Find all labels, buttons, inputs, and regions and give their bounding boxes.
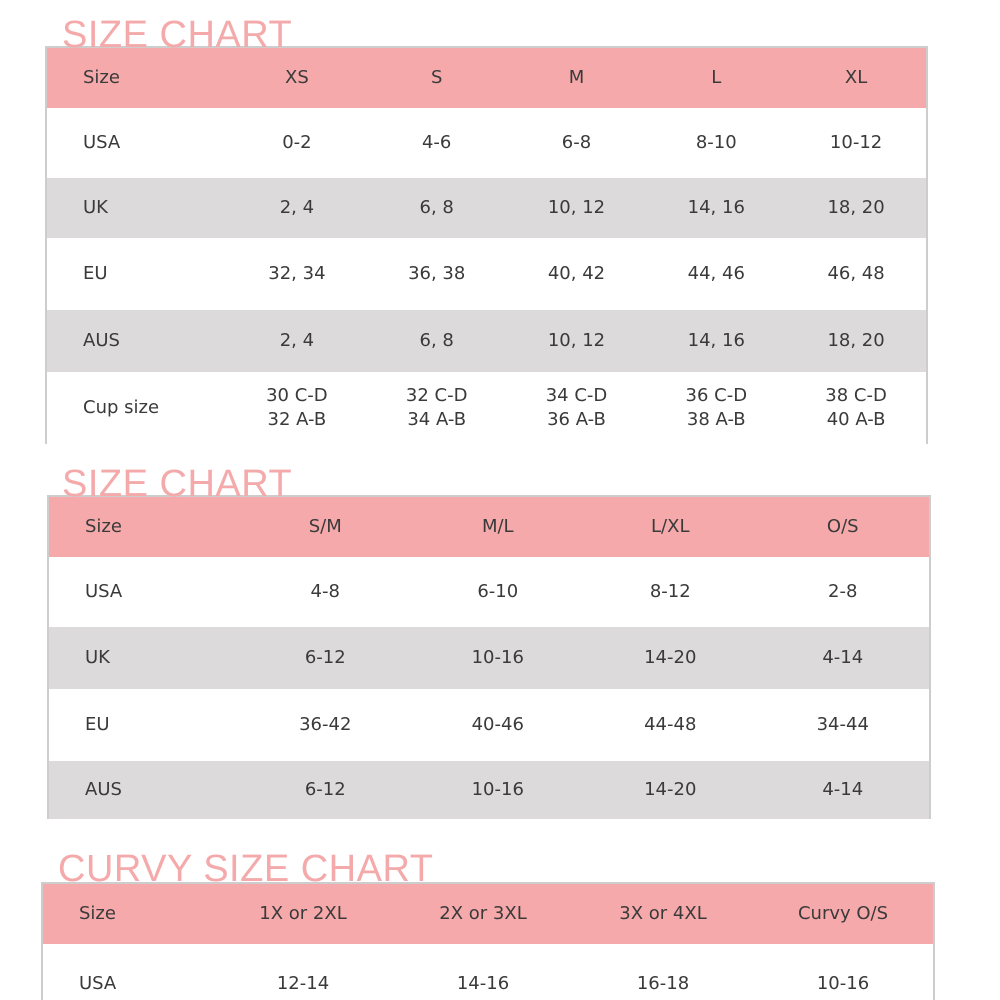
size-chart-title: SIZE CHART [62, 14, 293, 56]
value-cell: 10, 12 [547, 197, 606, 218]
size-chart-table [47, 495, 931, 819]
value-line: 40 A-B [826, 409, 886, 430]
value-cell: 18, 20 [827, 197, 885, 218]
value-cell: 14-20 [644, 779, 697, 800]
header-size-cell: XS [285, 67, 309, 88]
row-label-cell: AUS [85, 779, 122, 800]
header-label-cell: Size [79, 903, 116, 924]
row-label-cell: Cup size [83, 397, 160, 418]
table-row [49, 627, 929, 689]
table-row [47, 238, 926, 310]
value-cell: 4-6 [421, 132, 452, 153]
size-chart-table [45, 46, 928, 444]
row-label-cell: EU [83, 263, 108, 284]
value-cell: 14, 16 [687, 197, 745, 218]
value-line: 30 C-D [266, 385, 328, 406]
header-size-cell: L/XL [651, 516, 690, 537]
value-cell: 2-8 [828, 581, 858, 602]
value-cell: 16-18 [636, 973, 690, 994]
value-cell: 6, 8 [419, 197, 454, 218]
table-row [47, 372, 926, 444]
value-cell: 8-12 [649, 581, 691, 602]
value-cell: 18, 20 [827, 330, 885, 351]
value-cell: 14-20 [644, 647, 697, 668]
value-cell: 40-46 [471, 714, 524, 735]
row-label-cell: USA [83, 132, 121, 153]
header-size-cell: L [711, 67, 722, 88]
value-cell: 8-10 [695, 132, 737, 153]
value-cell: 6-12 [304, 779, 346, 800]
value-cell [646, 384, 786, 432]
value-cell: 4-14 [822, 647, 864, 668]
value-cell: 6, 8 [419, 330, 454, 351]
value-line: 38 A-B [686, 409, 746, 430]
value-line: 34 C-D [545, 385, 608, 406]
value-cell: 12-14 [276, 973, 330, 994]
value-line: 36 A-B [547, 409, 606, 430]
value-cell: 34-44 [816, 714, 869, 735]
value-line: 34 A-B [407, 409, 467, 430]
curvy-size-chart-table [41, 882, 935, 1000]
value-cell: 46, 48 [827, 263, 885, 284]
header-size-cell: 3X or 4XL [619, 903, 707, 924]
size-chart-title: SIZE CHART [62, 463, 293, 505]
header-size-cell: S/M [308, 516, 342, 537]
value-line: 32 C-D [405, 385, 468, 406]
row-label-cell: USA [79, 973, 117, 994]
row-label-cell: USA [85, 581, 123, 602]
header-label-cell: Size [83, 67, 120, 88]
value-cell: 32, 34 [268, 263, 326, 284]
value-cell: 4-8 [310, 581, 340, 602]
value-cell [227, 384, 367, 432]
table-header-row [43, 884, 933, 944]
value-cell: 0-2 [282, 132, 312, 153]
header-size-cell: XL [844, 67, 868, 88]
value-cell: 6-12 [304, 647, 346, 668]
value-cell: 14-16 [456, 973, 510, 994]
value-cell: 2, 4 [279, 197, 315, 218]
value-cell: 4-14 [822, 779, 864, 800]
value-line: 36 C-D [685, 385, 748, 406]
table-row [47, 310, 926, 372]
table-row [43, 944, 933, 1000]
header-size-cell: S [430, 67, 443, 88]
value-line: 38 C-D [825, 385, 887, 406]
table-header-row [49, 497, 929, 557]
value-cell: 36-42 [299, 714, 352, 735]
table-row [49, 557, 929, 627]
value-cell [367, 384, 507, 432]
value-cell: 44-48 [644, 714, 697, 735]
value-cell: 10-12 [829, 132, 883, 153]
table-header-row [47, 48, 926, 108]
row-label-cell: UK [83, 197, 108, 218]
header-size-cell: 1X or 2XL [259, 903, 347, 924]
value-cell: 10, 12 [547, 330, 606, 351]
row-label-cell: UK [85, 647, 110, 668]
value-cell: 10-16 [816, 973, 870, 994]
table-row [47, 108, 926, 178]
value-cell: 14, 16 [687, 330, 745, 351]
value-cell: 2, 4 [279, 330, 315, 351]
header-size-cell: 2X or 3XL [439, 903, 527, 924]
value-cell: 44, 46 [687, 263, 745, 284]
header-size-cell: M/L [481, 516, 514, 537]
table-row [49, 689, 929, 761]
header-size-cell: O/S [826, 516, 859, 537]
row-label-cell: AUS [83, 330, 120, 351]
value-cell: 6-8 [561, 132, 592, 153]
value-cell: 10-16 [471, 779, 524, 800]
value-line: 32 A-B [267, 409, 327, 430]
value-cell: 36, 38 [408, 263, 466, 284]
value-cell: 10-16 [471, 647, 524, 668]
value-cell: 6-10 [477, 581, 519, 602]
row-label-cell: EU [85, 714, 110, 735]
value-cell [786, 384, 926, 432]
header-size-cell: M [568, 67, 585, 88]
table-row [49, 761, 929, 819]
curvy-size-chart-title: CURVY SIZE CHART [58, 848, 434, 890]
table-row [47, 178, 926, 238]
header-label-cell: Size [85, 516, 122, 537]
header-size-cell: Curvy O/S [797, 903, 889, 924]
value-cell: 40, 42 [547, 263, 606, 284]
value-cell [507, 384, 647, 432]
